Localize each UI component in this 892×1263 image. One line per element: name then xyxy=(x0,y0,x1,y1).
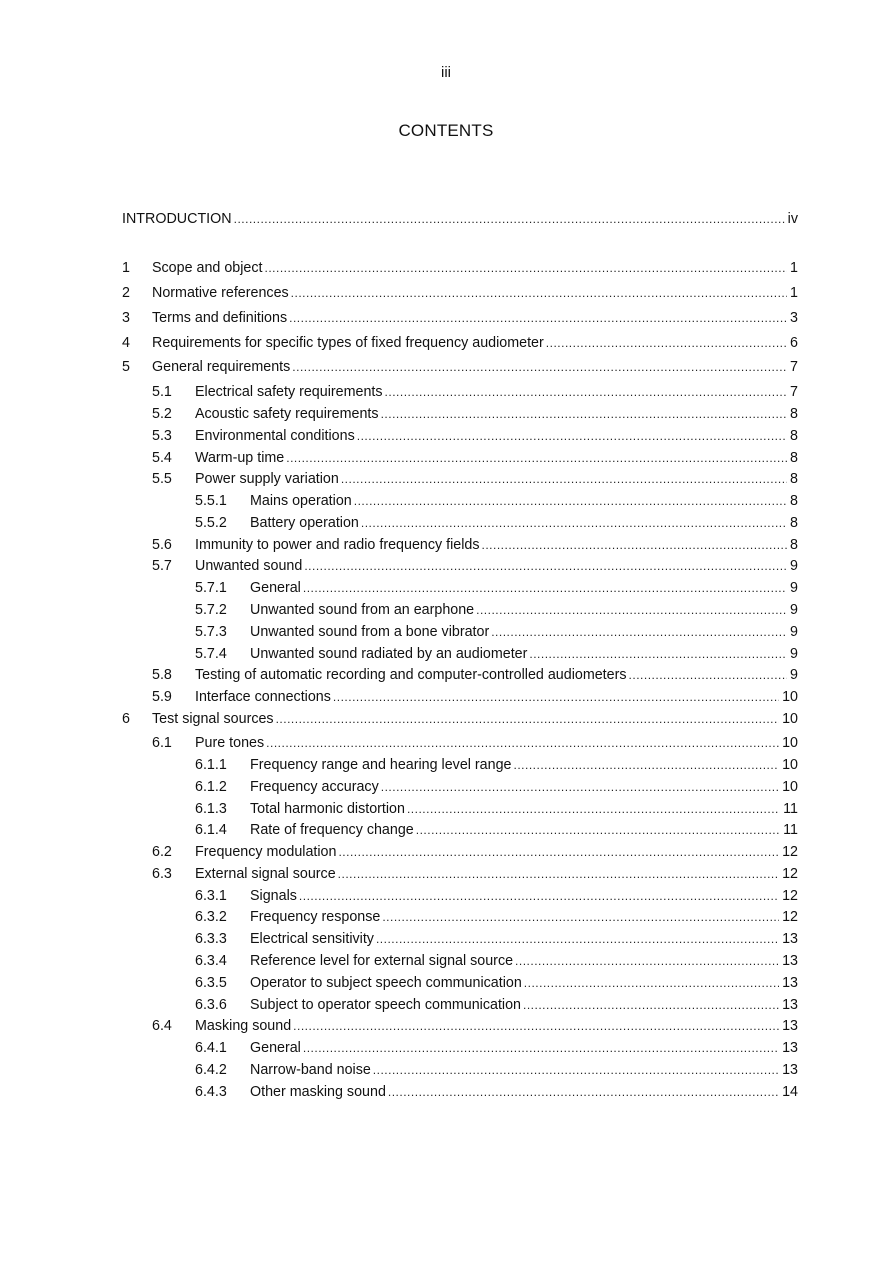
toc-dot-leader xyxy=(234,209,785,229)
toc-entry-page: 13 xyxy=(782,997,798,1013)
page-title: CONTENTS xyxy=(398,121,494,140)
toc-entry-number: 6.3 xyxy=(152,866,172,882)
toc-entry-title: Operator to subject speech communication xyxy=(250,975,522,991)
toc-entry-number: 6.1.2 xyxy=(195,779,227,795)
toc-entry-page: 1 xyxy=(790,260,798,276)
toc-entry-title: Terms and definitions xyxy=(152,310,288,326)
toc-entry-page: 8 xyxy=(790,450,798,466)
toc-dot-leader xyxy=(357,426,787,446)
toc-entry-number: 5.5.1 xyxy=(195,493,227,509)
toc-dot-leader xyxy=(276,709,780,729)
toc-entry-title: INTRODUCTION xyxy=(122,211,232,227)
toc-dot-leader xyxy=(381,404,787,424)
toc-entry-page: 13 xyxy=(782,1018,798,1034)
toc-entry-title: Other masking sound xyxy=(250,1084,386,1100)
toc-dot-leader xyxy=(286,448,787,468)
toc-entry-title: Subject to operator speech communication xyxy=(250,997,521,1013)
toc-entry-title: Battery operation xyxy=(250,515,359,531)
toc-dot-leader xyxy=(376,929,779,949)
toc-entry[interactable] xyxy=(122,556,798,576)
toc-entry-number: 6.1 xyxy=(152,735,172,751)
toc-entry-title: Unwanted sound radiated by an audiometer xyxy=(250,646,528,662)
toc-entry-number: 5.4 xyxy=(152,450,172,466)
toc-entry-number: 5.7.4 xyxy=(195,646,227,662)
toc-entry-number: 6.3.6 xyxy=(195,997,227,1013)
toc-entry[interactable] xyxy=(122,929,798,949)
toc-entry-title: General xyxy=(250,1040,301,1056)
toc-entry[interactable] xyxy=(122,1082,798,1102)
toc-entry-title: General requirements xyxy=(152,359,291,375)
toc-dot-leader xyxy=(361,513,787,533)
toc-entry-page: 9 xyxy=(790,646,798,662)
toc-entry-page: 9 xyxy=(790,624,798,640)
toc-entry[interactable] xyxy=(122,733,798,753)
toc-entry-page: 12 xyxy=(782,844,798,860)
toc-entry-title: Frequency response xyxy=(250,909,381,925)
toc-entry-page: 8 xyxy=(790,406,798,422)
toc-dot-leader xyxy=(629,665,788,685)
toc-entry[interactable] xyxy=(122,382,798,402)
toc-entry-number: 5.2 xyxy=(152,406,172,422)
toc-entry[interactable] xyxy=(122,755,798,775)
toc-entry-title: Rate of frequency change xyxy=(250,822,414,838)
toc-entry-page: 7 xyxy=(790,384,798,400)
toc-entry-page: 8 xyxy=(790,537,798,553)
toc-entry[interactable] xyxy=(122,578,798,598)
toc-entry-page: 14 xyxy=(782,1084,798,1100)
toc-entry[interactable] xyxy=(122,1038,798,1058)
toc-dot-leader xyxy=(476,600,787,620)
toc-entry-number: 5.3 xyxy=(152,428,172,444)
toc-entry-title: Requirements for specific types of fixed frequency audiometer xyxy=(152,335,544,351)
toc-entry-page: 12 xyxy=(782,909,798,925)
toc-entry-number: 6.4.1 xyxy=(195,1040,227,1056)
toc-entry-number: 5.6 xyxy=(152,537,172,553)
toc-dot-leader xyxy=(416,820,780,840)
toc-dot-leader xyxy=(514,755,780,775)
toc-dot-leader xyxy=(292,357,787,377)
toc-dot-leader xyxy=(265,258,788,278)
toc-entry[interactable] xyxy=(122,820,798,840)
toc-entry[interactable] xyxy=(122,357,798,377)
toc-entry[interactable] xyxy=(122,426,798,446)
toc-entry-title: Interface connections xyxy=(195,689,331,705)
toc-entry-page: 9 xyxy=(790,580,798,596)
toc-entry-title: Reference level for external signal source xyxy=(250,953,514,969)
toc-entry-number: 5.7 xyxy=(152,558,172,574)
toc-entry[interactable] xyxy=(122,995,798,1015)
toc-entry-page: 12 xyxy=(782,888,798,904)
toc-entry-page: 13 xyxy=(782,975,798,991)
toc-entry-page: 9 xyxy=(790,602,798,618)
toc-entry-page: 6 xyxy=(790,335,798,351)
toc-entry-title: Scope and object xyxy=(152,260,263,276)
toc-entry-number: 5.5.2 xyxy=(195,515,227,531)
toc-entry-number: 5.7.2 xyxy=(195,602,227,618)
toc-entry-title: Test signal sources xyxy=(152,711,274,727)
toc-entry-page: 7 xyxy=(790,359,798,375)
toc-entry-page: 10 xyxy=(782,735,798,751)
toc-entry[interactable] xyxy=(122,842,798,862)
toc-dot-leader xyxy=(341,469,787,489)
toc-entry-number: 5.5 xyxy=(152,471,172,487)
toc-entry-page: iv xyxy=(787,211,798,227)
toc-entry-title: Normative references xyxy=(152,285,289,301)
toc-entry-number: 5 xyxy=(122,359,130,375)
toc-dot-leader xyxy=(354,491,787,511)
toc-entry-page: 8 xyxy=(790,428,798,444)
toc-entry-title: Immunity to power and radio frequency fields xyxy=(195,537,480,553)
toc-entry-page: 13 xyxy=(782,953,798,969)
toc-dot-leader xyxy=(382,907,779,927)
toc-entry[interactable] xyxy=(122,1016,798,1036)
toc-entry-page: 9 xyxy=(790,667,798,683)
toc-entry-page: 3 xyxy=(790,310,798,326)
toc-dot-leader xyxy=(385,382,788,402)
toc-dot-leader xyxy=(546,333,787,353)
toc-entry-title: Unwanted sound xyxy=(195,558,303,574)
toc-entry-number: 5.1 xyxy=(152,384,172,400)
toc-entry-title: Narrow-band noise xyxy=(250,1062,371,1078)
toc-entry-title: Mains operation xyxy=(250,493,352,509)
toc-entry-number: 6.4.2 xyxy=(195,1062,227,1078)
toc-dot-leader xyxy=(293,1016,779,1036)
toc-entry-title: Warm-up time xyxy=(195,450,285,466)
toc-entry[interactable] xyxy=(122,622,798,642)
toc-entry-number: 2 xyxy=(122,285,130,301)
toc-entry-number: 4 xyxy=(122,335,130,351)
toc-entry-number: 5.7.3 xyxy=(195,624,227,640)
toc-entry-page: 10 xyxy=(782,689,798,705)
toc-dot-leader xyxy=(333,687,779,707)
toc-dot-leader xyxy=(338,842,779,862)
toc-entry-page: 8 xyxy=(790,471,798,487)
toc-dot-leader xyxy=(303,578,787,598)
toc-entry-title: Masking sound xyxy=(195,1018,292,1034)
toc-dot-leader xyxy=(381,777,779,797)
toc-entry[interactable] xyxy=(122,404,798,424)
toc-entry-number: 6 xyxy=(122,711,130,727)
toc-entry-title: Electrical safety requirements xyxy=(195,384,383,400)
toc-entry-number: 6.1.4 xyxy=(195,822,227,838)
toc-entry-page: 8 xyxy=(790,493,798,509)
toc-entry[interactable] xyxy=(122,600,798,620)
toc-entry-title: Electrical sensitivity xyxy=(250,931,374,947)
toc-entry[interactable] xyxy=(122,644,798,664)
toc-entry[interactable] xyxy=(122,709,798,729)
toc-entry[interactable] xyxy=(122,448,798,468)
toc-entry-number: 5.8 xyxy=(152,667,172,683)
toc-dot-leader xyxy=(524,973,779,993)
toc-entry[interactable] xyxy=(122,491,798,511)
toc-entry[interactable] xyxy=(122,333,798,353)
page-number: iii xyxy=(441,64,451,81)
toc-entry-page: 12 xyxy=(782,866,798,882)
toc-dot-leader xyxy=(338,864,779,884)
toc-entry[interactable] xyxy=(122,886,798,906)
toc-entry-page: 10 xyxy=(782,757,798,773)
toc-entry[interactable] xyxy=(122,973,798,993)
toc-entry-title: Total harmonic distortion xyxy=(250,801,405,817)
toc-entry-page: 11 xyxy=(783,801,798,817)
toc-entry-page: 13 xyxy=(782,931,798,947)
toc-entry-number: 6.4.3 xyxy=(195,1084,227,1100)
toc-entry-number: 5.9 xyxy=(152,689,172,705)
toc-dot-leader xyxy=(289,308,787,328)
toc-entry-title: External signal source xyxy=(195,866,336,882)
toc-entry[interactable] xyxy=(122,864,798,884)
toc-entry-page: 1 xyxy=(790,285,798,301)
toc-entry-title: Environmental conditions xyxy=(195,428,355,444)
toc-entry-title: Power supply variation xyxy=(195,471,339,487)
toc-entry-title: Testing of automatic recording and computer-controlled audiometers xyxy=(195,667,627,683)
toc-entry-number: 3 xyxy=(122,310,130,326)
toc-entry-number: 6.2 xyxy=(152,844,172,860)
toc-entry-number: 6.3.1 xyxy=(195,888,227,904)
toc-dot-leader xyxy=(515,951,779,971)
toc-dot-leader xyxy=(407,799,780,819)
toc-dot-leader xyxy=(529,644,787,664)
toc-entry-title: Signals xyxy=(250,888,297,904)
toc-entry-title: Frequency modulation xyxy=(195,844,337,860)
toc-entry-number: 6.1.1 xyxy=(195,757,227,773)
toc-entry[interactable] xyxy=(122,535,798,555)
toc-dot-leader xyxy=(482,535,788,555)
toc-entry-number: 1 xyxy=(122,260,130,276)
toc-dot-leader xyxy=(523,995,779,1015)
toc-entry-number: 5.7.1 xyxy=(195,580,227,596)
toc-entry[interactable] xyxy=(122,209,798,229)
toc-entry-page: 11 xyxy=(783,822,798,838)
toc-entry-page: 10 xyxy=(782,711,798,727)
toc-entry[interactable] xyxy=(122,469,798,489)
toc-entry-title: Frequency accuracy xyxy=(250,779,379,795)
toc-entry-page: 9 xyxy=(790,558,798,574)
toc-entry-page: 13 xyxy=(782,1040,798,1056)
toc-entry-number: 6.3.5 xyxy=(195,975,227,991)
toc-entry-page: 10 xyxy=(782,779,798,795)
toc-entry-title: Unwanted sound from a bone vibrator xyxy=(250,624,490,640)
toc-entry[interactable] xyxy=(122,513,798,533)
toc-entry[interactable] xyxy=(122,1060,798,1080)
toc-entry[interactable] xyxy=(122,283,798,303)
toc-entry-title: General xyxy=(250,580,301,596)
toc-entry-title: Pure tones xyxy=(195,735,265,751)
toc-entry-title: Acoustic safety requirements xyxy=(195,406,379,422)
toc-entry[interactable] xyxy=(122,665,798,685)
toc-dot-leader xyxy=(266,733,779,753)
toc-entry-number: 6.4 xyxy=(152,1018,172,1034)
toc-dot-leader xyxy=(303,1038,779,1058)
toc-dot-leader xyxy=(299,886,779,906)
toc-entry[interactable] xyxy=(122,308,798,328)
toc-entry-number: 6.3.4 xyxy=(195,953,227,969)
toc-entry-title: Unwanted sound from an earphone xyxy=(250,602,475,618)
toc-entry[interactable] xyxy=(122,907,798,927)
toc-entry-number: 6.3.3 xyxy=(195,931,227,947)
toc-dot-leader xyxy=(291,283,787,303)
toc-dot-leader xyxy=(491,622,787,642)
toc-dot-leader xyxy=(373,1060,779,1080)
toc-entry[interactable] xyxy=(122,258,798,278)
toc-entry-page: 13 xyxy=(782,1062,798,1078)
toc-dot-leader xyxy=(304,556,787,576)
toc-entry[interactable] xyxy=(122,951,798,971)
toc-entry[interactable] xyxy=(122,777,798,797)
toc-entry-page: 8 xyxy=(790,515,798,531)
toc-entry-number: 6.1.3 xyxy=(195,801,227,817)
toc-dot-leader xyxy=(388,1082,779,1102)
toc-entry[interactable] xyxy=(122,799,798,819)
toc-entry[interactable] xyxy=(122,687,798,707)
toc-entry-number: 6.3.2 xyxy=(195,909,227,925)
toc-entry-title: Frequency range and hearing level range xyxy=(250,757,512,773)
